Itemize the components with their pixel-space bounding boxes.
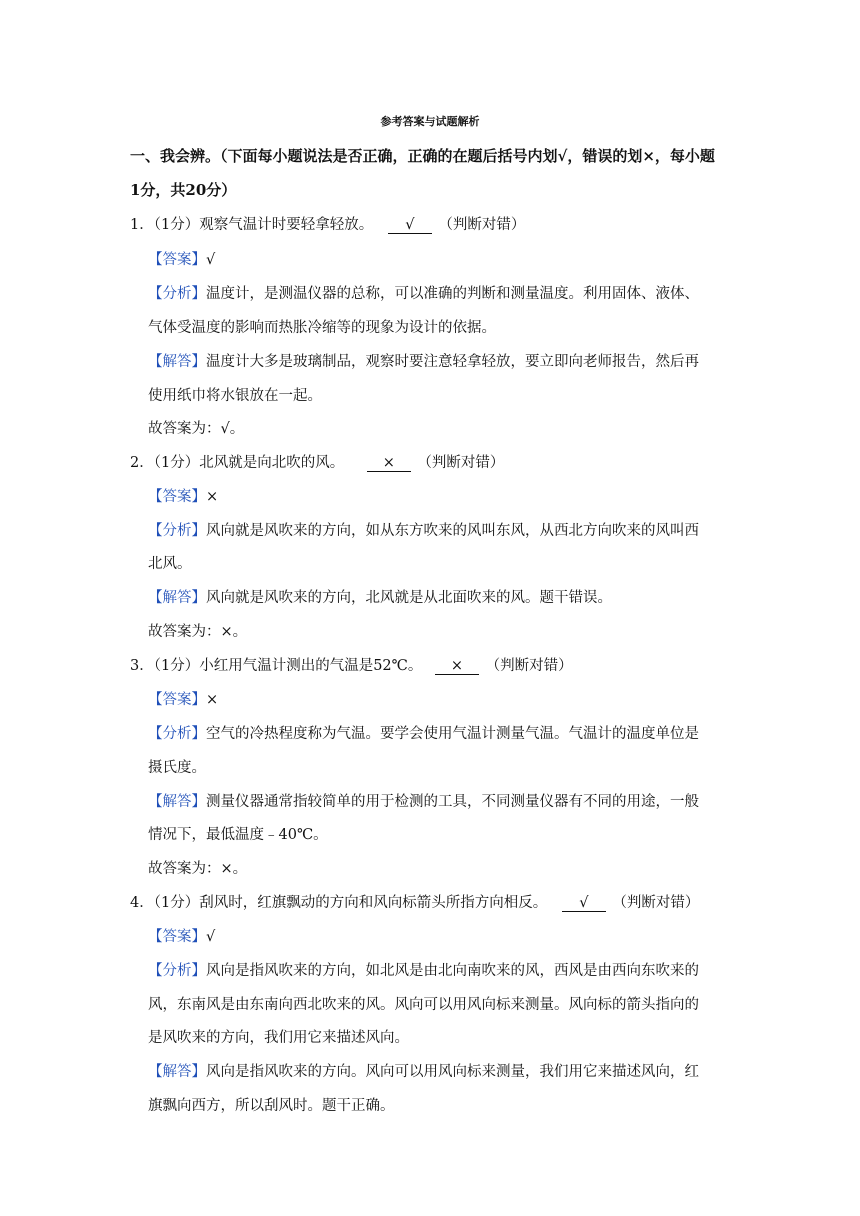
analysis-tag: 【分析】: [148, 523, 206, 539]
question-suffix: （判断对错）: [485, 658, 573, 674]
answer-blank: ×: [435, 659, 479, 675]
question-2-solution-line-1: [148, 586, 612, 607]
question-suffix: （判断对错）: [438, 217, 526, 233]
question-1-stem: [130, 213, 525, 234]
question-2-conclusion: 故答案为：×。: [148, 624, 248, 640]
question-4-solution-line-2: 旗飘向西方，所以刮风时。题干正确。: [148, 1098, 395, 1114]
section-heading-line-2: 1分，共20分）: [130, 181, 237, 199]
question-stem-text: 1．（1分）观察气温计时要轻拿轻放。: [130, 217, 374, 233]
answer-tag: 【答案】: [148, 489, 206, 505]
question-3-answer: [148, 688, 218, 709]
question-stem-text: 2．（1分）北风就是向北吹的风。: [130, 455, 345, 471]
solution-tag: 【解答】: [148, 590, 206, 606]
answer-value: √: [206, 252, 216, 268]
analysis-text: 风向是指风吹来的方向，如北风是由北向南吹来的风，西风是由西向东吹来的: [206, 963, 699, 979]
analysis-text: 风向就是风吹来的方向，如从东方吹来的风叫东风，从西北方向吹来的风叫西: [206, 523, 699, 539]
question-3-analysis-line-2: 摄氏度。: [148, 760, 206, 776]
section-heading-line-1: 一、我会辨。（下面每小题说法是否正确，正确的在题后括号内划√，错误的划×，每小题: [130, 147, 715, 165]
analysis-tag: 【分析】: [148, 963, 206, 979]
question-2-analysis-line-2: 北风。: [148, 556, 192, 572]
question-2-stem: [130, 451, 504, 472]
question-3-conclusion: 故答案为：×。: [148, 861, 248, 877]
solution-text: 风向是指风吹来的方向。风向可以用风向标来测量，我们用它来描述风向，红: [206, 1064, 699, 1080]
page-title: 参考答案与试题解析: [380, 115, 480, 128]
solution-text: 风向就是风吹来的方向，北风就是从北面吹来的风。题干错误。: [206, 590, 612, 606]
analysis-text: 温度计，是测温仪器的总称，可以准确的判断和测量温度。利用固体、液体、: [206, 286, 699, 302]
question-suffix: （判断对错）: [612, 895, 700, 911]
question-1-answer: [148, 248, 215, 269]
question-2-analysis-line-1: [148, 519, 699, 540]
analysis-tag: 【分析】: [148, 286, 206, 302]
solution-text: 温度计大多是玻璃制品，观察时要注意轻拿轻放，要立即向老师报告，然后再: [206, 354, 699, 370]
answer-blank: ×: [367, 456, 411, 472]
question-3-analysis-line-1: [148, 722, 699, 743]
question-4-answer: [148, 925, 215, 946]
analysis-tag: 【分析】: [148, 726, 206, 742]
question-4-analysis-line-3: 是风吹来的方向，我们用它来描述风向。: [148, 1030, 409, 1046]
answer-value: ×: [206, 489, 219, 505]
section-heading: [130, 139, 730, 207]
answer-value: ×: [206, 692, 219, 708]
answer-tag: 【答案】: [148, 929, 206, 945]
question-1-solution-line-1: [148, 350, 699, 371]
question-4-stem: [130, 891, 699, 912]
question-1-analysis-line-2: 气体受温度的影响而热胀冷缩等的现象为设计的依据。: [148, 320, 496, 336]
answer-blank: √: [388, 218, 432, 234]
question-suffix: （判断对错）: [417, 455, 505, 471]
question-4-solution-line-1: [148, 1060, 699, 1081]
question-4-analysis-line-1: [148, 959, 699, 980]
question-3-solution-line-2: 情况下，最低温度﹣40℃。: [148, 827, 328, 843]
answer-tag: 【答案】: [148, 252, 206, 268]
question-2-answer: [148, 485, 218, 506]
question-3-stem: [130, 654, 573, 675]
answer-value: √: [206, 929, 216, 945]
answer-tag: 【答案】: [148, 692, 206, 708]
question-1-conclusion: 故答案为：√。: [148, 421, 245, 437]
analysis-text: 空气的冷热程度称为气温。要学会使用气温计测量气温。气温计的温度单位是: [206, 726, 699, 742]
question-1-solution-line-2: 使用纸巾将水银放在一起。: [148, 388, 322, 404]
solution-tag: 【解答】: [148, 354, 206, 370]
solution-text: 测量仪器通常指较简单的用于检测的工具，不同测量仪器有不同的用途，一般: [206, 794, 699, 810]
question-1-analysis-line-1: [148, 282, 699, 303]
question-4-analysis-line-2: 风，东南风是由东南向西北吹来的风。风向可以用风向标来测量。风向标的箭头指向的: [148, 997, 699, 1013]
question-stem-text: 3．（1分）小红用气温计测出的气温是52℃。: [130, 658, 423, 674]
question-3-solution-line-1: [148, 790, 699, 811]
solution-tag: 【解答】: [148, 1064, 206, 1080]
solution-tag: 【解答】: [148, 794, 206, 810]
question-stem-text: 4．（1分）刮风时，红旗飘动的方向和风向标箭头所指方向相反。: [130, 895, 548, 911]
answer-blank: √: [562, 896, 606, 912]
